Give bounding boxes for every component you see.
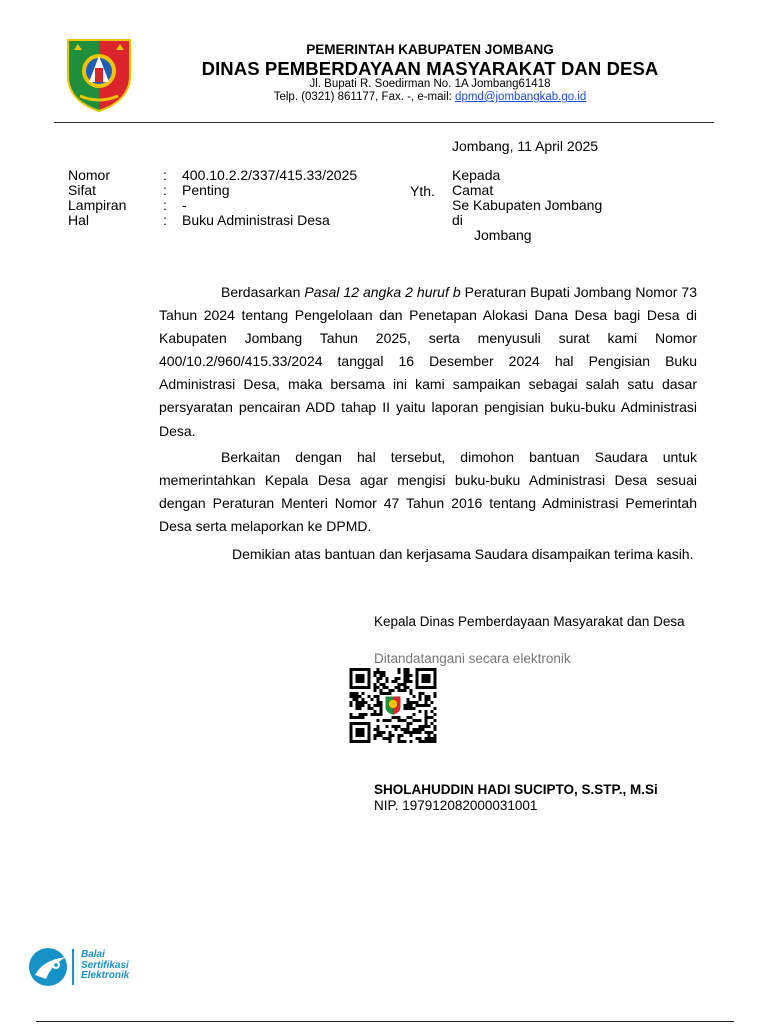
- letterhead-divider: [54, 122, 714, 123]
- body-p1-italic: Pasal 12 angka 2 huruf b: [304, 284, 461, 300]
- bsre-line: Elektronik: [81, 970, 130, 981]
- meta-values: [182, 168, 357, 228]
- qr-code-icon: [349, 668, 437, 743]
- recipient-line: Camat: [452, 182, 494, 198]
- recipient-address: [452, 168, 602, 243]
- recipient-line: Kepada: [452, 167, 501, 183]
- meta-value-number: 400.10.2.2/337/415.33/2025: [182, 167, 358, 183]
- letterhead-address: Jl. Bupati R. Soedirman No. 1A Jombang61418: [309, 78, 551, 90]
- letterhead-contact-text: Telp. (0321) 861177, Fax. -, e-mail:: [273, 91, 456, 103]
- signatory-nip: NIP. 197912082000031001: [374, 798, 538, 813]
- footer-divider: [36, 1021, 734, 1022]
- meta-value-attachment: -: [182, 197, 187, 213]
- meta-label-subject: Hal: [68, 212, 90, 228]
- body-p1-after: Peraturan Bupati Jombang Nomor 73 Tahun 2024 tentang Pengelolaan dan Penetapan Alokasi Dana Desa bagi Desa di Kabupaten Jombang Tahun 2025, serta menyusuli surat kami Nomor 400/10.2/960/415.33/2024 tanggal 16 Desember 2024 hal Pengisian Buku Administrasi Desa, maka bersama ini kami sampaikan sebagai salah satu dasar persyaratan pencairan ADD tahap II yaitu laporan pengisian buku-buku Administrasi Desa.: [159, 284, 697, 439]
- meta-label-number: Nomor: [68, 167, 111, 183]
- meta-colon: :: [163, 212, 167, 228]
- meta-labels: [68, 168, 126, 228]
- body-paragraph-3: [156, 543, 697, 566]
- body-paragraph-1: [159, 281, 697, 443]
- recipient-salutation: Yth.: [410, 183, 435, 199]
- meta-value-subject: Buku Administrasi Desa: [182, 212, 330, 228]
- meta-colon: :: [163, 167, 167, 183]
- meta-colon: :: [163, 197, 167, 213]
- letterhead-email-link[interactable]: dpmd@jombangkab.go.id: [455, 91, 587, 103]
- bsre-label: [81, 950, 129, 982]
- meta-label-nature: Sifat: [68, 182, 97, 198]
- body-p1-before: Berdasarkan: [221, 284, 305, 300]
- meta-value-nature: Penting: [182, 182, 230, 198]
- signatory-title: Kepala Dinas Pemberdayaan Masyarakat dan Desa: [374, 614, 685, 629]
- body-paragraph-2: [159, 446, 697, 538]
- body-p3-text: Demikian atas bantuan dan kerjasama Saudara disampaikan terima kasih.: [232, 546, 694, 562]
- recipient-line: Se Kabupaten Jombang: [452, 197, 603, 213]
- letter-date: Jombang, 11 April 2025: [452, 138, 599, 154]
- jombang-regency-coat-of-arms-icon: [66, 38, 132, 112]
- meta-colon: :: [163, 182, 167, 198]
- letterhead-government: PEMERINTAH KABUPATEN JOMBANG: [306, 42, 554, 57]
- bsre-line: Balai: [81, 949, 105, 960]
- bsre-line: Sertifikasi: [81, 959, 129, 971]
- meta-colons: [163, 168, 167, 228]
- letterhead-agency: DINAS PEMBERDAYAAN MASYARAKAT DAN DESA: [201, 58, 659, 79]
- recipient-city: Jombang: [474, 227, 532, 243]
- signatory-name: SHOLAHUDDIN HADI SUCIPTO, S.STP., M.Si: [374, 782, 658, 797]
- recipient-line: di: [452, 212, 463, 228]
- e-signature-note: Ditandatangani secara elektronik: [374, 651, 571, 666]
- body-p2-text: Berkaitan dengan hal tersebut, dimohon bantuan Saudara untuk memerintahkan Kepala Desa agar mengisi buku-buku Administrasi Desa sesuai dengan Peraturan Menteri Nomor 47 Tahun 2016 tentang Administrasi Pemerintah Desa serta melaporkan ke DPMD.: [159, 449, 697, 535]
- bsre-logo-icon: [26, 945, 76, 989]
- meta-label-attachment: Lampiran: [68, 197, 127, 213]
- letterhead-contact: [150, 91, 710, 103]
